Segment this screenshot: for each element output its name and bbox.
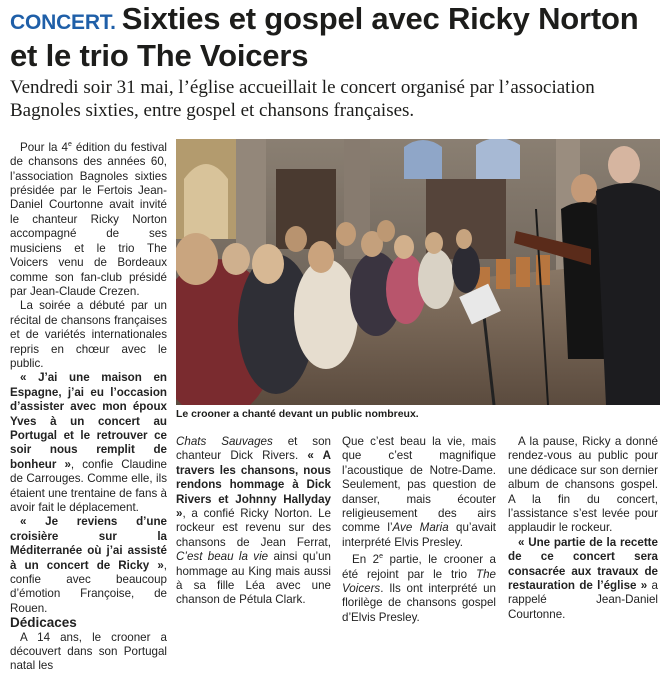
column-1 [10, 138, 167, 674]
text: partie, le crooner a été rejoint par le trio [342, 553, 496, 581]
superscript: e [67, 141, 72, 148]
superscript: e [379, 553, 384, 561]
paragraph [10, 138, 167, 299]
title-italic: C’est beau la vie [176, 550, 269, 564]
quote: « A travers les chansons, nous rendons hommage à Dick Rivers et Johnny Hallyday » [176, 449, 331, 521]
title-italic: The Voicers [342, 567, 496, 595]
title-italic: Ave Maria [392, 521, 449, 535]
paragraph [10, 515, 167, 616]
text: , a confié Ricky Norton. Le rockeur est revenu sur des chansons de Jean Ferrat, [176, 507, 331, 549]
concert-photo [176, 139, 660, 405]
text: . Ils ont interprété un florilège de chansons gospel d’Elvis Presley. [342, 581, 496, 624]
paragraph: La soirée a débuté par un récital de chansons françaises et de variétés internationales repris en chœur avec le public. [10, 299, 167, 370]
paragraph [342, 435, 496, 550]
text: En 2 [352, 553, 380, 567]
concert-photo-illustration [176, 139, 660, 405]
quote: « Une partie de la recette de ce concert sera consacrée aux travaux de restauration de l’église » [508, 535, 658, 593]
headline [10, 2, 660, 72]
paragraph [508, 536, 658, 622]
text: ainsi qu’un hommage au King mais aussi à sa fille Léa avec une chanson de Pétula Clark. [176, 550, 331, 607]
text: qu’avait interprété Elvis Presley. [342, 521, 496, 549]
quote: « J’ai une maison en Espagne, j’ai eu l’occasion d’assister avec mon époux Yves à un concert au Portugal et le retrouver ce soir nous remplit de bonheur » [10, 371, 167, 471]
paragraph [176, 435, 331, 608]
text: a rappelé Jean-Daniel Courtonne. [508, 579, 658, 621]
paragraph [342, 550, 496, 625]
text: , confie avec beaucoup d’émotion Françoise, de Rouen. [10, 558, 167, 615]
title-italic: Chats Sauvages [176, 435, 273, 448]
text: Que c’est beau la vie, mais que c’est magnifique l’acoustique de Notre-Dame. Seulement, pas question de danser, mais écouter religieusement des airs comme l’ [342, 435, 496, 535]
column-4 [508, 435, 658, 622]
text: Pour la 4 [20, 140, 68, 154]
text: édition du festival de chansons des années 60, l’association Bagnoles sixties présidée par le Fertois Jean-Daniel Courtonne avait invité le chanteur Ricky Norton accompagné de ses musiciens et le trio The Voicers venu de Bordeaux comme son fan-club présidé par Jean-Claude Crezen. [10, 140, 168, 298]
kicker: CONCERT. [10, 11, 116, 34]
paragraph: A la pause, Ricky a donné rendez-vous au public pour une dédicace sur son dernier album de chansons gospel. A la fin du concert, l’assistance s’est levée pour applaudir le rockeur. [508, 435, 658, 535]
headline-text: Sixties et gospel avec Ricky Norton et le trio The Voicers [10, 1, 639, 73]
paragraph [10, 371, 167, 515]
column-3 [342, 435, 496, 625]
column-2 [176, 435, 331, 608]
subheading: Dédicaces [10, 615, 77, 631]
paragraph: A 14 ans, le crooner a découvert dans son Portugal natal les [10, 630, 167, 673]
quote: « Je reviens d’une croisière sur la Méditerranée où j’ai assisté à un concert de Ricky » [10, 515, 167, 572]
text: , confie Claudine de Carrouges. Comme elle, ils étaient une trentaine de fans à avoir fait le déplacement. [10, 457, 167, 515]
text: et son chanteur Dick Rivers. [176, 435, 331, 463]
photo-caption: Le crooner a chanté devant un public nombreux. [176, 408, 419, 420]
standfirst: Vendredi soir 31 mai, l’église accueillait le concert organisé par l’association Bagnoles sixties, entre gospel et chansons françaises. [10, 77, 595, 121]
